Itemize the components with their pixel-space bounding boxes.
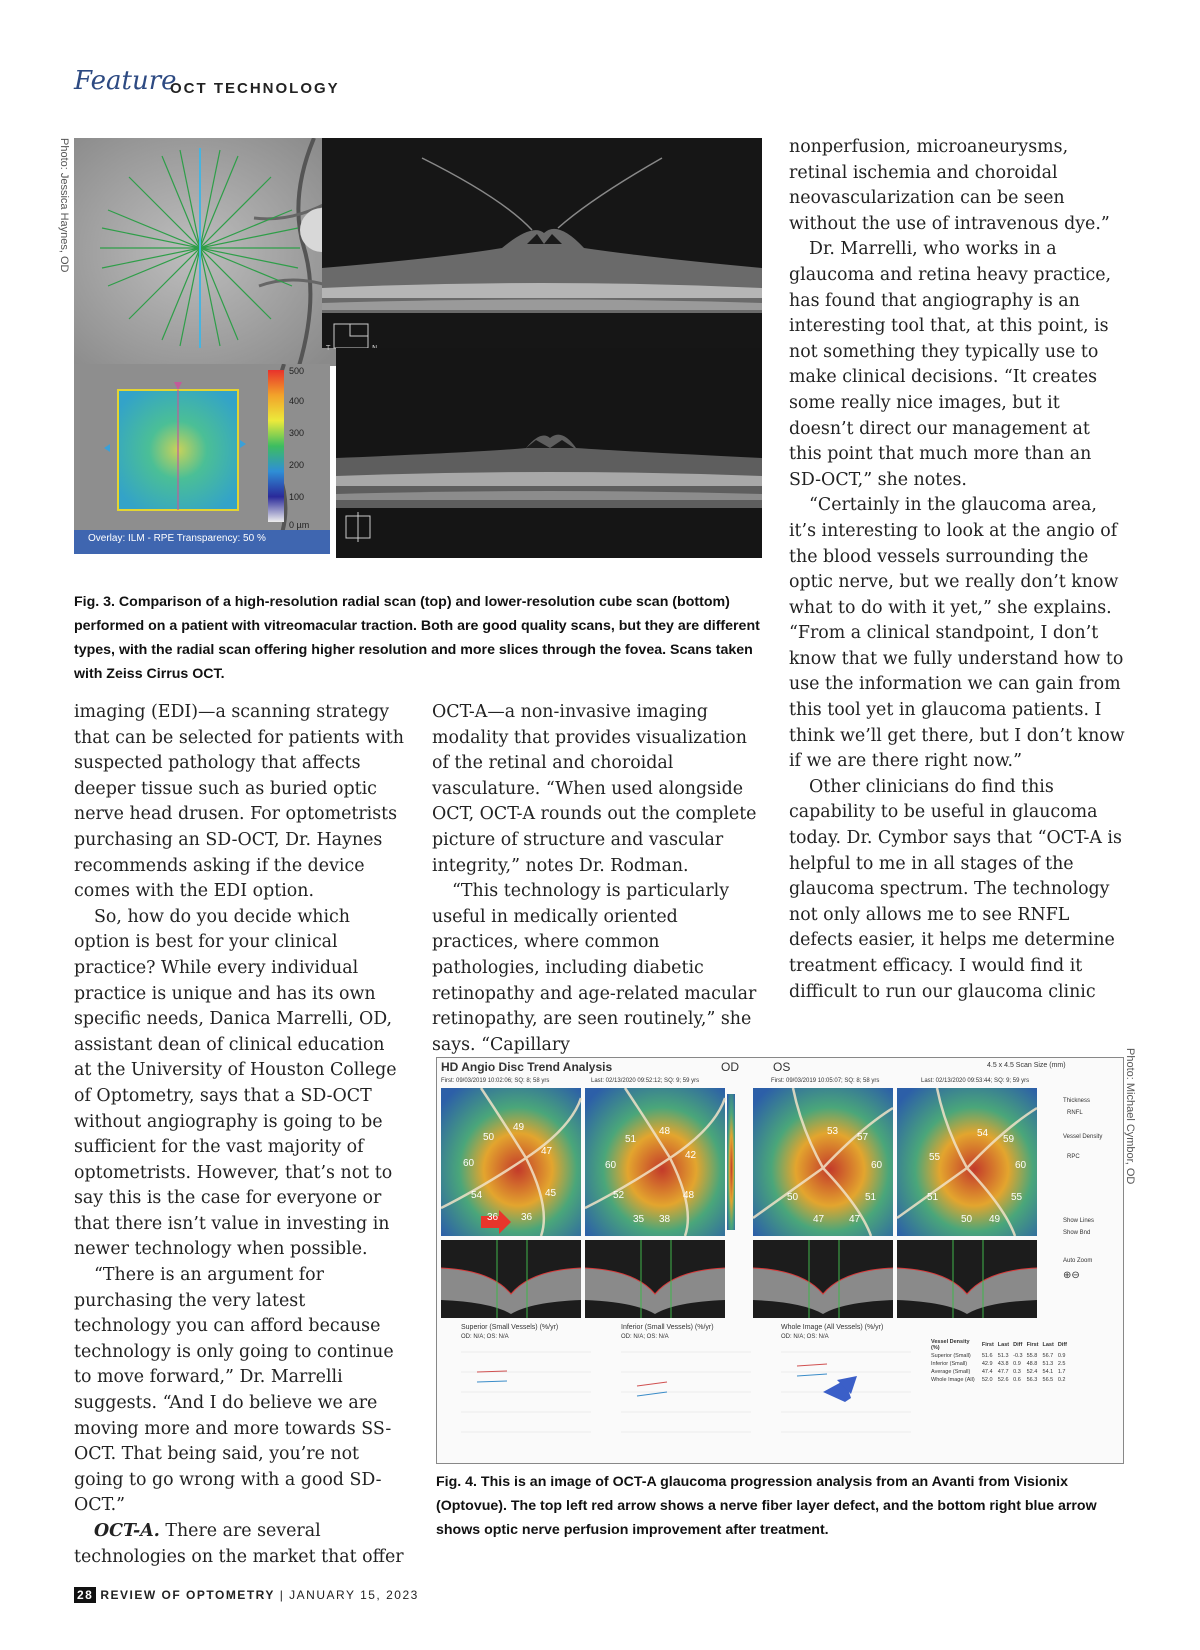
sector-value: 38 <box>659 1214 671 1225</box>
table-cell: 52.0 <box>981 1377 993 1383</box>
figure-3 <box>74 138 762 584</box>
sector-value: 51 <box>865 1192 877 1203</box>
section-feature-label: Feature <box>74 66 177 96</box>
sector-value: 60 <box>1015 1160 1027 1171</box>
table-cell: -0.3 <box>1013 1353 1023 1359</box>
scale-tick-0: 0 µm <box>289 520 310 530</box>
side-option-show-bnd[interactable]: Show Bnd <box>1063 1230 1091 1236</box>
paragraph: “This technology is particularly useful in medically oriented practices, where common pathologies, including diabetic retinopathy and age-related macular retinopathy, are seen routinely,” she says. “Capillary <box>432 881 757 1055</box>
trend-title-whole: Whole Image (All Vessels) (%/yr) <box>781 1324 884 1331</box>
table-cell: 42.9 <box>981 1361 993 1367</box>
side-option-rpc[interactable]: RPC <box>1067 1154 1080 1160</box>
table-cell: 47.7 <box>997 1369 1009 1375</box>
scan-date: First: 09/03/2019 10:05:07; SQ: 8; 58 yrs <box>771 1078 880 1084</box>
sector-value: 48 <box>659 1126 671 1137</box>
section-title: OCT TECHNOLOGY <box>170 80 340 97</box>
sector-value: 45 <box>545 1188 557 1199</box>
table-cell: 56.7 <box>1042 1353 1054 1359</box>
table-cell: 48.8 <box>1026 1361 1038 1367</box>
scale-tick-100: 100 <box>289 492 305 502</box>
side-label: Vessel Density <box>1063 1134 1103 1140</box>
paragraph-text: There are several technologies on the market that offer <box>74 1521 404 1567</box>
paragraph: So, how do you decide which option is best for your clinical practice? While every individual practice is unique and has its own specific needs, Danica Marrelli, OD, assistant dean of clinical education at the University of Houston College of Optometry, says that a SD-OCT without angiography is going to be sufficient for the vast majority of optometrists. However, that’s not to say this is the case for everyone or that there isn’t value in investing in newer technology when possible. <box>74 906 397 1260</box>
sector-value: 52 <box>613 1190 625 1201</box>
table-cell: Superior (Small) <box>931 1353 971 1359</box>
sector-value: 54 <box>471 1190 483 1201</box>
sector-value: 36 <box>521 1212 533 1223</box>
table-cell: 1.7 <box>1057 1369 1066 1375</box>
sector-value: 57 <box>857 1132 869 1143</box>
photo-credit-fig4: Photo: Michael Cymbor, OD <box>1124 1048 1136 1185</box>
table-cell: 43.8 <box>997 1361 1009 1367</box>
table-cell: 56.3 <box>1026 1377 1038 1383</box>
table-row <box>929 1368 1069 1376</box>
table-header: Last <box>997 1342 1010 1348</box>
table-cell: 51.6 <box>981 1353 993 1359</box>
vessel-density-table <box>929 1338 1069 1384</box>
table-header: Diff <box>1013 1342 1023 1348</box>
table-cell: 0.9 <box>1057 1353 1066 1359</box>
sector-value: 59 <box>1003 1134 1015 1145</box>
table-cell: 47.4 <box>981 1369 993 1375</box>
scale-tick-400: 400 <box>289 396 305 406</box>
sector-value: 60 <box>871 1160 883 1171</box>
figure-3-caption: Fig. 3. Comparison of a high-resolution radial scan (top) and lower-resolution cube scan (bottom) performed on a patient with vitreomacular traction. Both are good quality scans, but they are different types, with the radial scan offering higher resolution and more slices through the fovea. Scans taken with Zeiss Cirrus OCT. <box>74 594 760 682</box>
sector-value: 54 <box>977 1128 989 1139</box>
sector-value: 50 <box>961 1214 973 1225</box>
trend-title-superior: Superior (Small Vessels) (%/yr) <box>461 1324 559 1331</box>
sector-value: 60 <box>463 1158 475 1169</box>
fig4-scan-size: 4.5 x 4.5 Scan Size (mm) <box>987 1062 1066 1069</box>
page-footer: 28 REVIEW OF OPTOMETRY | JANUARY 15, 2023 <box>74 1588 419 1602</box>
side-option-rnfl[interactable]: RNFL <box>1067 1110 1083 1116</box>
paragraph: “Certainly in the glaucoma area, it’s interesting to look at the angio of the blood vessels surrounding the optic nerve, but we really don’t know what to do with it yet,” she explains. “From a clinical standpoint, I don’t know that we fully understand how to use the information we can gain from this tool yet in glaucoma patients. I think we’ll get there, but I don’t know if we are there right now.” <box>789 495 1125 772</box>
paragraph: Dr. Marrelli, who works in a glaucoma and retina heavy practice, has found that angiography is an interesting tool that, at this point, is not something they typically use to make clinical decisions. “It creates some really nice images, but it doesn’t direct our management at this point that much more than an SD-OCT,” she notes. <box>789 239 1112 490</box>
thickness-color-scale <box>268 370 284 522</box>
trend-sub: OD: N/A; OS: N/A <box>781 1334 829 1340</box>
scan-date: Last: 02/13/2020 09:53:44; SQ: 9; 59 yrs <box>921 1078 1030 1084</box>
scale-tick-500: 500 <box>289 366 305 376</box>
photo-credit-fig3: Photo: Jessica Haynes, OD <box>58 138 70 273</box>
cube-oct-bscan-image <box>336 348 762 558</box>
oct-bscan-row-image <box>441 1240 1057 1318</box>
scan-date: First: 09/03/2019 10:02:06; SQ: 8; 58 yrs <box>441 1078 550 1084</box>
fig4-title: HD Angio Disc Trend Analysis <box>441 1060 613 1074</box>
side-label: Thickness <box>1063 1098 1091 1104</box>
table-cell: Whole Image (All) <box>931 1377 975 1383</box>
sector-value: 55 <box>929 1152 941 1163</box>
page-number: 28 <box>74 1587 96 1603</box>
table-cell: 0.6 <box>1013 1377 1021 1383</box>
paragraph-oct-a <box>74 1519 406 1570</box>
body-column-3 <box>789 135 1127 1005</box>
sector-value: 53 <box>827 1126 839 1137</box>
trend-title-inferior: Inferior (Small Vessels) (%/yr) <box>621 1324 714 1331</box>
table-header: First <box>981 1342 994 1348</box>
overlay-label: Overlay: ILM - RPE Transparency: 50 % <box>88 533 266 544</box>
table-cell: 2.5 <box>1057 1361 1066 1367</box>
subhead-oct-a: OCT-A. <box>94 1521 160 1541</box>
table-cell: 52.6 <box>997 1377 1009 1383</box>
table-cell: 51.3 <box>997 1353 1009 1359</box>
sector-value: 50 <box>787 1192 799 1203</box>
zoom-icons[interactable]: ⊕⊖ <box>1063 1270 1080 1281</box>
sector-value: 51 <box>927 1192 939 1203</box>
sector-value: 50 <box>483 1132 495 1143</box>
sector-value: 48 <box>683 1190 695 1201</box>
table-cell: 0.2 <box>1057 1377 1066 1383</box>
table-cell: 51.3 <box>1042 1361 1054 1367</box>
scale-tick-200: 200 <box>289 460 305 470</box>
sector-value: 47 <box>849 1214 861 1225</box>
scan-date: Last: 02/13/2020 09:52:12; SQ: 9; 59 yrs <box>591 1078 700 1084</box>
table-header: First <box>1026 1342 1039 1348</box>
sector-value: 47 <box>813 1214 825 1225</box>
scale-tick-300: 300 <box>289 428 305 438</box>
paragraph: nonperfusion, microaneurysms, retinal ischemia and choroidal neovascularization can be seen without the use of intravenous dye.” <box>789 137 1110 234</box>
side-option-auto-zoom[interactable]: Auto Zoom <box>1063 1258 1093 1264</box>
table-header-row <box>929 1338 1069 1352</box>
trend-plots-image <box>441 1342 931 1454</box>
fundus-radial-scan-image <box>74 138 336 366</box>
table-row <box>929 1360 1069 1368</box>
sector-value: 36 <box>487 1212 499 1223</box>
table-cell: 54.1 <box>1042 1369 1054 1375</box>
svg-text:T: T <box>326 344 331 352</box>
table-header: Last <box>1042 1342 1054 1348</box>
fig4-os-label: OS <box>773 1060 791 1074</box>
body-column-1 <box>74 700 406 1570</box>
figure-4-caption: Fig. 4. This is an image of OCT-A glaucoma progression analysis from an Avanti from Visionix (Optovue). The top left red arrow shows a nerve fiber layer defect, and the bottom right blue arrow shows optic nerve perfusion improvement after treatment. <box>436 1474 1097 1538</box>
sector-value: 60 <box>605 1160 617 1171</box>
table-cell: 55.8 <box>1026 1353 1038 1359</box>
paragraph: Other clinicians do find this capability to be useful in glaucoma today. Dr. Cymbor says that “OCT-A is helpful to me in all stages of the glaucoma spectrum. The technology not only allows me to see RNFL defects easier, it helps me determine treatment efficacy. I would find it difficult to run our glaucoma clinic <box>789 776 1122 1002</box>
sector-value: 47 <box>541 1146 553 1157</box>
table-row <box>929 1376 1069 1384</box>
issue-date: JANUARY 15, 2023 <box>289 1588 419 1602</box>
sector-value: 51 <box>625 1134 637 1145</box>
paragraph: OCT-A—a non-invasive imaging modality that provides visualization of the retinal and choroidal vasculature. “When used alongside OCT, OCT-A rounds out the complete picture of structure and vascular integrity,” notes Dr. Rodman. <box>432 702 757 876</box>
paragraph: imaging (EDI)—a scanning strategy that can be selected for patients with suspected pathology that affects deeper tissue such as buried optic nerve head drusen. For optometrists purchasing an SD-OCT, Dr. Haynes recommends asking if the device comes with the EDI option. <box>74 702 404 902</box>
side-option-show-lines[interactable]: Show Lines <box>1063 1218 1095 1224</box>
table-cell: 0.3 <box>1013 1369 1021 1375</box>
sector-value: 49 <box>513 1122 525 1133</box>
sector-value: 49 <box>989 1214 1001 1225</box>
table-row <box>929 1352 1069 1360</box>
table-cell: 52.4 <box>1026 1369 1038 1375</box>
trend-sub: OD: N/A; OS: N/A <box>621 1334 669 1340</box>
sector-value: 42 <box>685 1150 697 1161</box>
table-cell: 56.5 <box>1042 1377 1054 1383</box>
table-cell: Average (Small) <box>931 1369 971 1375</box>
table-cell: Inferior (Small) <box>931 1361 968 1367</box>
paragraph: “There is an argument for purchasing the very latest technology you can afford because technology is only going to continue to move forward,” Dr. Marrelli suggests. “And I do believe we are moving more and more towards SS-OCT. That being said, you’re not going to go wrong with a good SD-OCT.” <box>74 1265 394 1516</box>
fig4-od-label: OD <box>721 1060 739 1074</box>
table-header: Diff <box>1057 1342 1067 1348</box>
body-column-2 <box>432 700 762 1058</box>
table-cell: 0.9 <box>1013 1361 1021 1367</box>
radial-oct-bscan-image <box>322 138 762 348</box>
table-header: Vessel Density (%) <box>931 1339 970 1351</box>
trend-sub: OD: N/A; OS: N/A <box>461 1334 509 1340</box>
publication-name: REVIEW OF OPTOMETRY <box>100 1588 275 1602</box>
sector-value: 35 <box>633 1214 645 1225</box>
sector-value: 55 <box>1011 1192 1023 1203</box>
figure-4 <box>436 1057 1124 1464</box>
